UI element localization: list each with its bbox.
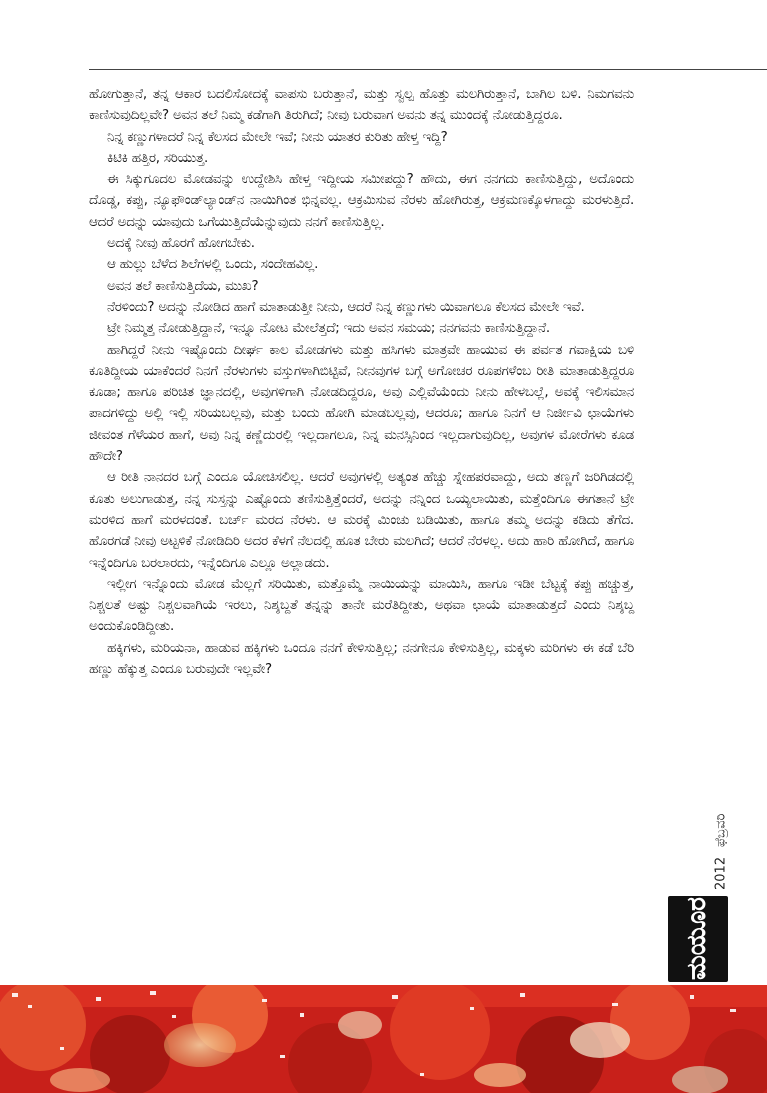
- issue-date: [708, 790, 734, 890]
- paragraph: ಟ್ರೇ ನಿಮ್ಮತ್ತ ನೋಡುತ್ತಿದ್ದಾನೆ, ಇನ್ನೂ ನೋಟ ಮೇಲೆತ್ತದೆ; ಇದು ಅವನ ಸಮಯ; ನನಗವನು ಕಾಣಿಸುತ್ತಿದ್ದಾನೆ.: [107, 321, 550, 337]
- floral-art-image: [0, 985, 767, 1093]
- paragraph: ಹಾಗಿದ್ದರೆ ನೀನು ಇಷ್ಟೊಂದು ದೀರ್ಘ ಕಾಲ ಮೋಡಗಳು ಮತ್ತು ಹಸಿಗಳು ಮಾತ್ರವೇ ಹಾಯುವ ಈ ಪರ್ವತ ಗವಾಕ್ಷಿಯ ಬಳಿ ಕೂತಿದ್ದೀಯ ಯಾಕೆಂದರೆ ನಿನಗೆ ನೆರಳುಗಳು ವಸ್ತುಗಳಾಗಿಬಿಟ್ಟಿವೆ, ನೀನವುಗಳ ಬಗ್ಗೆ ಅಗೋಚರ ರೂಪಗಳೆಂಬ ರೀತಿ ಮಾತಾಡುತ್ತಿದ್ದರೂ ಕೂಡಾ; ಹಾಗೂ ಪರಿಚಿತ ಜ್ಞಾನದಲ್ಲಿ, ಅವುಗಳಿಗಾಗಿ ನೋಡದಿದ್ದರೂ, ಅವು ಎಲ್ಲಿವೆಯೆಂದು ನೀನು ಹೇಳಬಲ್ಲೆ, ಅವಕ್ಕೆ ಇಲಿಸಮಾನ ಪಾದಗಳಿದ್ದು ಅಲ್ಲಿ ಇಲ್ಲಿ ಸರಿಯಬಲ್ಲವು, ಮತ್ತು ಬಂದು ಹೋಗಿ ಮಾಡಬಲ್ಲವು, ಆದರೂ; ಹಾಗೂ ನಿನಗೆ ಆ ನಿರ್ಜೀವಿ ಛಾಯೆಗಳು ಜೀವಂತ ಗೆಳೆಯರ ಹಾಗೆ, ಅವು ನಿನ್ನ ಕಣ್ಣೆದುರಲ್ಲಿ ಇಲ್ಲದಾಗಲೂ, ನಿನ್ನ ಮನಸ್ಸಿನಿಂದ ಇಲ್ಲದಾಗುವುದಿಲ್ಲ, ಅವುಗಳ ಮೋರೆಗಳು ಕೂಡ ಹೌದೇ?: [89, 342, 634, 465]
- paragraph: ಆ ಹುಲ್ಲು ಬೆಳೆದ ಶಿಲೆಗಳಲ್ಲಿ ಒಂದು, ಸಂದೇಹವಿಲ್ಲ.: [107, 257, 319, 273]
- paragraph: ನೆರಳಿಂದು? ಅದನ್ನು ನೋಡಿದ ಹಾಗೆ ಮಾತಾಡುತ್ತೀ ನೀನು, ಆದರೆ ನಿನ್ನ ಕಣ್ಣುಗಳು ಯಿವಾಗಲೂ ಕೆಲಸದ ಮೇಲೇ ಇವೆ.: [107, 299, 585, 315]
- issue-year: 2012: [713, 856, 729, 890]
- article-body: [89, 84, 634, 680]
- paragraph: ಆ ರೀತಿ ನಾನದರ ಬಗ್ಗೆ ಎಂದೂ ಯೋಚಿಸಲಿಲ್ಲ. ಆದರೆ ಅವುಗಳಲ್ಲಿ ಅತ್ಯಂತ ಹೆಚ್ಚು ಸ್ನೇಹಪರವಾದ್ದು, ಅದು ತಣ್ಣಗೆ ಜರಿಗಿಡದಲ್ಲಿ ಕೂತು ಅಲುಗಾಡುತ್ತ, ನನ್ನ ಸುಸ್ತನ್ನು ಎಷ್ಟೊಂದು ತಣಿಸುತ್ತಿತ್ತೆಂದರೆ, ಅದನ್ನು ನನ್ನಿಂದ ಒಯ್ಯಲಾಯಿತು, ಮತ್ತೆಂದಿಗೂ ಈಗತಾನೆ ಟ್ರೇ ಮರಳಿದ ಹಾಗೆ ಮರಳದಂತೆ. ಬರ್ಚ್ ಮರದ ನೆರಳು. ಆ ಮರಕ್ಕೆ ಮಿಂಚು ಬಡಿಯಿತು, ಹಾಗೂ ತಮ್ಮ ಅದನ್ನು ಕಡಿದು ತೆಗೆದ. ಹೊರಗಡೆ ನೀವು ಅಟ್ಟಳಿಕೆ ನೋಡಿದಿರಿ ಅದರ ಕೆಳಗೆ ನೆಲದಲ್ಲಿ ಹೂತ ಬೇರು ಮಲಗಿದೆ; ಆದರೆ ನೆರಳಲ್ಲ. ಅದು ಹಾರಿ ಹೋಗಿದೆ, ಹಾಗೂ ಇನ್ನೆಂದಿಗೂ ಬರಲಾರದು, ಇನ್ನೆಂದಿಗೂ ಎಲ್ಲೂ ಅಲ್ಲಾಡದು.: [89, 470, 634, 571]
- paragraph: ಹಕ್ಕಿಗಳು, ಮರಿಯನಾ, ಹಾಡುವ ಹಕ್ಕಿಗಳು ಒಂದೂ ನನಗೆ ಕೇಳಿಸುತ್ತಿಲ್ಲ; ನನಗೇನೂ ಕೇಳಿಸುತ್ತಿಲ್ಲ, ಮಕ್ಕಳು ಮರಿಗಳು ಈ ಕಡೆ ಬೆರಿ ಹಣ್ಣು ಹೆಕ್ಕುತ್ತ ಎಂದೂ ಬರುವುದೇ ಇಲ್ಲವೇ?: [89, 640, 634, 678]
- decorative-artwork: [0, 985, 767, 1093]
- paragraph: ನಿನ್ನ ಕಣ್ಣುಗಳಾದರೆ ನಿನ್ನ ಕೆಲಸದ ಮೇಲೇ ಇವೆ; ನೀನು ಯಾತರ ಕುರಿತು ಹೇಳ್ತ ಇದ್ದಿ?: [107, 129, 448, 145]
- paragraph: ಹೋಗುತ್ತಾನೆ, ತನ್ನ ಆಕಾರ ಬದಲಿಸೋದಕ್ಕೆ ವಾಪಸು ಬರುತ್ತಾನೆ, ಮತ್ತು ಸ್ವಲ್ಪ ಹೊತ್ತು ಮಲಗಿರುತ್ತಾನೆ, ಬಾಗಿಲ ಬಳಿ. ನಿಮಗವನು ಕಾಣಿಸುವುದಿಲ್ಲವೇ? ಅವನ ತಲೆ ನಿಮ್ಮ ಕಡೆಗಾಗಿ ತಿರುಗಿದೆ; ನೀವು ಬರುವಾಗ ಅವನು ತನ್ನ ಮುಂದಕ್ಕೆ ನೋಡುತ್ತಿದ್ದರೂ.: [89, 87, 634, 124]
- issue-month: ಫೆಬ್ರವರಿ: [713, 813, 729, 847]
- masthead-logo: ಮಯೂರ: [682, 897, 712, 980]
- paragraph: ಅದಕ್ಕೆ ನೀವು ಹೊರಗೆ ಹೋಗಬೇಕು.: [107, 236, 255, 252]
- paragraph: ಕಿಟಿಕಿ ಹತ್ತಿರ, ಸರಿಯುತ್ತ.: [107, 150, 209, 166]
- paragraph: ಈ ಸಿಕ್ಕುಗೂದಲ ಮೋಡವನ್ನು ಉದ್ದೇಶಿಸಿ ಹೇಳ್ತ ಇದ್ದೀಯ ಸಮೀಪದ್ದು? ಹೌದು, ಈಗ ನನಗದು ಕಾಣಿಸುತ್ತಿದ್ದು, ಅದೊಂದು ದೊಡ್ಡ, ಕಪ್ಪು, ನ್ಯೂಫೌಂಡ್‌ಲ್ಯಾಂಡ್‌ನ ನಾಯಿಗಿಂತ ಭಿನ್ನವಲ್ಲ. ಆಕ್ರಮಿಸುವ ನೆರಳು ಹೋಗಿರುತ್ತ, ಆಕ್ರಮಣಕ್ಕೊಳಗಾದ್ದು ಮರಳುತ್ತಿದೆ. ಆದರೆ ಅದನ್ನು ಯಾವುದು ಒಗೆಯುತ್ತಿದೆಯೆನ್ನುವುದು ನನಗೆ ಕಾಣಿಸುತ್ತಿಲ್ಲ.: [89, 172, 634, 230]
- paragraph: ಇಲ್ಲೀಗ ಇನ್ನೊಂದು ಮೋಡ ಮೆಲ್ಲಗೆ ಸರಿಯಿತು, ಮತ್ತೊಮ್ಮೆ ನಾಯಿಯನ್ನು ಮಾಯಿಸಿ, ಹಾಗೂ ಇಡೀ ಬೆಟ್ಟಕ್ಕೆ ಕಪ್ಪು ಹಚ್ಚುತ್ತ, ನಿಶ್ಚಲತೆ ಅಷ್ಟು ನಿಶ್ಚಲವಾಗಿಯೆ ಇರಲು, ನಿಶ್ಶಬ್ದತೆ ತನ್ನನ್ನು ತಾನೇ ಮರೆತಿದ್ದೀತು, ಅಥವಾ ಛಾಯೆ ಮಾತಾಡುತ್ತದೆ ಎಂದು ನಿಶ್ಶಬ್ದ ಅಂದುಕೊಂಡಿದ್ದೀತು.: [89, 576, 634, 635]
- paragraph: ಅವನ ತಲೆ ಕಾಣಿಸುತ್ತಿದೆಯ, ಮುಖ?: [107, 278, 259, 294]
- header-rule: [89, 69, 767, 70]
